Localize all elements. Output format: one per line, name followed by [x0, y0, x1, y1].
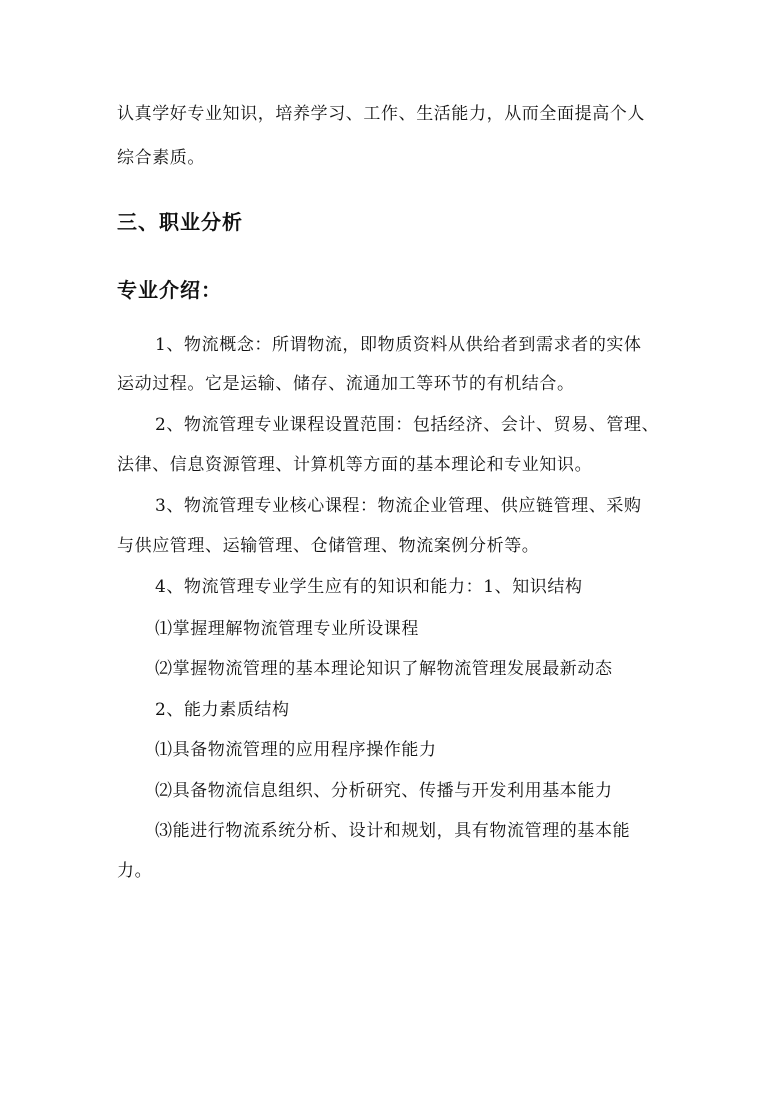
intro-line-2: 综合素质。: [117, 148, 205, 168]
ability-title: 2、能力素质结构: [155, 700, 290, 720]
knowledge-item-1: ⑴掌握理解物流管理专业所设课程: [155, 619, 419, 639]
item-4-line-1: 4、物流管理专业学生应有的知识和能力：1、知识结构: [155, 577, 583, 597]
item-3-line-2: 与供应管理、运输管理、仓储管理、物流案例分析等。: [117, 536, 540, 556]
item-2-line-1: 2、物流管理专业课程设置范围：包括经济、会计、贸易、管理、: [155, 415, 660, 435]
item-3-line-1: 3、物流管理专业核心课程：物流企业管理、供应链管理、采购: [155, 496, 642, 516]
ability-item-3-line-1: ⑶能进行物流系统分析、设计和规划，具有物流管理的基本能: [155, 821, 631, 841]
ability-item-2: ⑵具备物流信息组织、分析研究、传播与开发利用基本能力: [155, 781, 613, 801]
subsection-title: 专业介绍：: [117, 278, 222, 302]
ability-item-3-line-2: 力。: [117, 861, 153, 881]
knowledge-item-2: ⑵掌握物流管理的基本理论知识了解物流管理发展最新动态: [155, 659, 613, 679]
section-title: 三、职业分析: [117, 210, 243, 234]
ability-item-1: ⑴具备物流管理的应用程序操作能力: [155, 740, 437, 760]
item-1-line-2: 运动过程。它是运输、储存、流通加工等环节的有机结合。: [117, 374, 575, 394]
item-1-line-1: 1、物流概念：所谓物流，即物质资料从供给者到需求者的实体: [155, 335, 642, 355]
item-2-line-2: 法律、信息资源管理、计算机等方面的基本理论和专业知识。: [117, 455, 593, 475]
intro-line-1: 认真学好专业知识，培养学习、工作、生活能力，从而全面提高个人: [117, 104, 645, 124]
